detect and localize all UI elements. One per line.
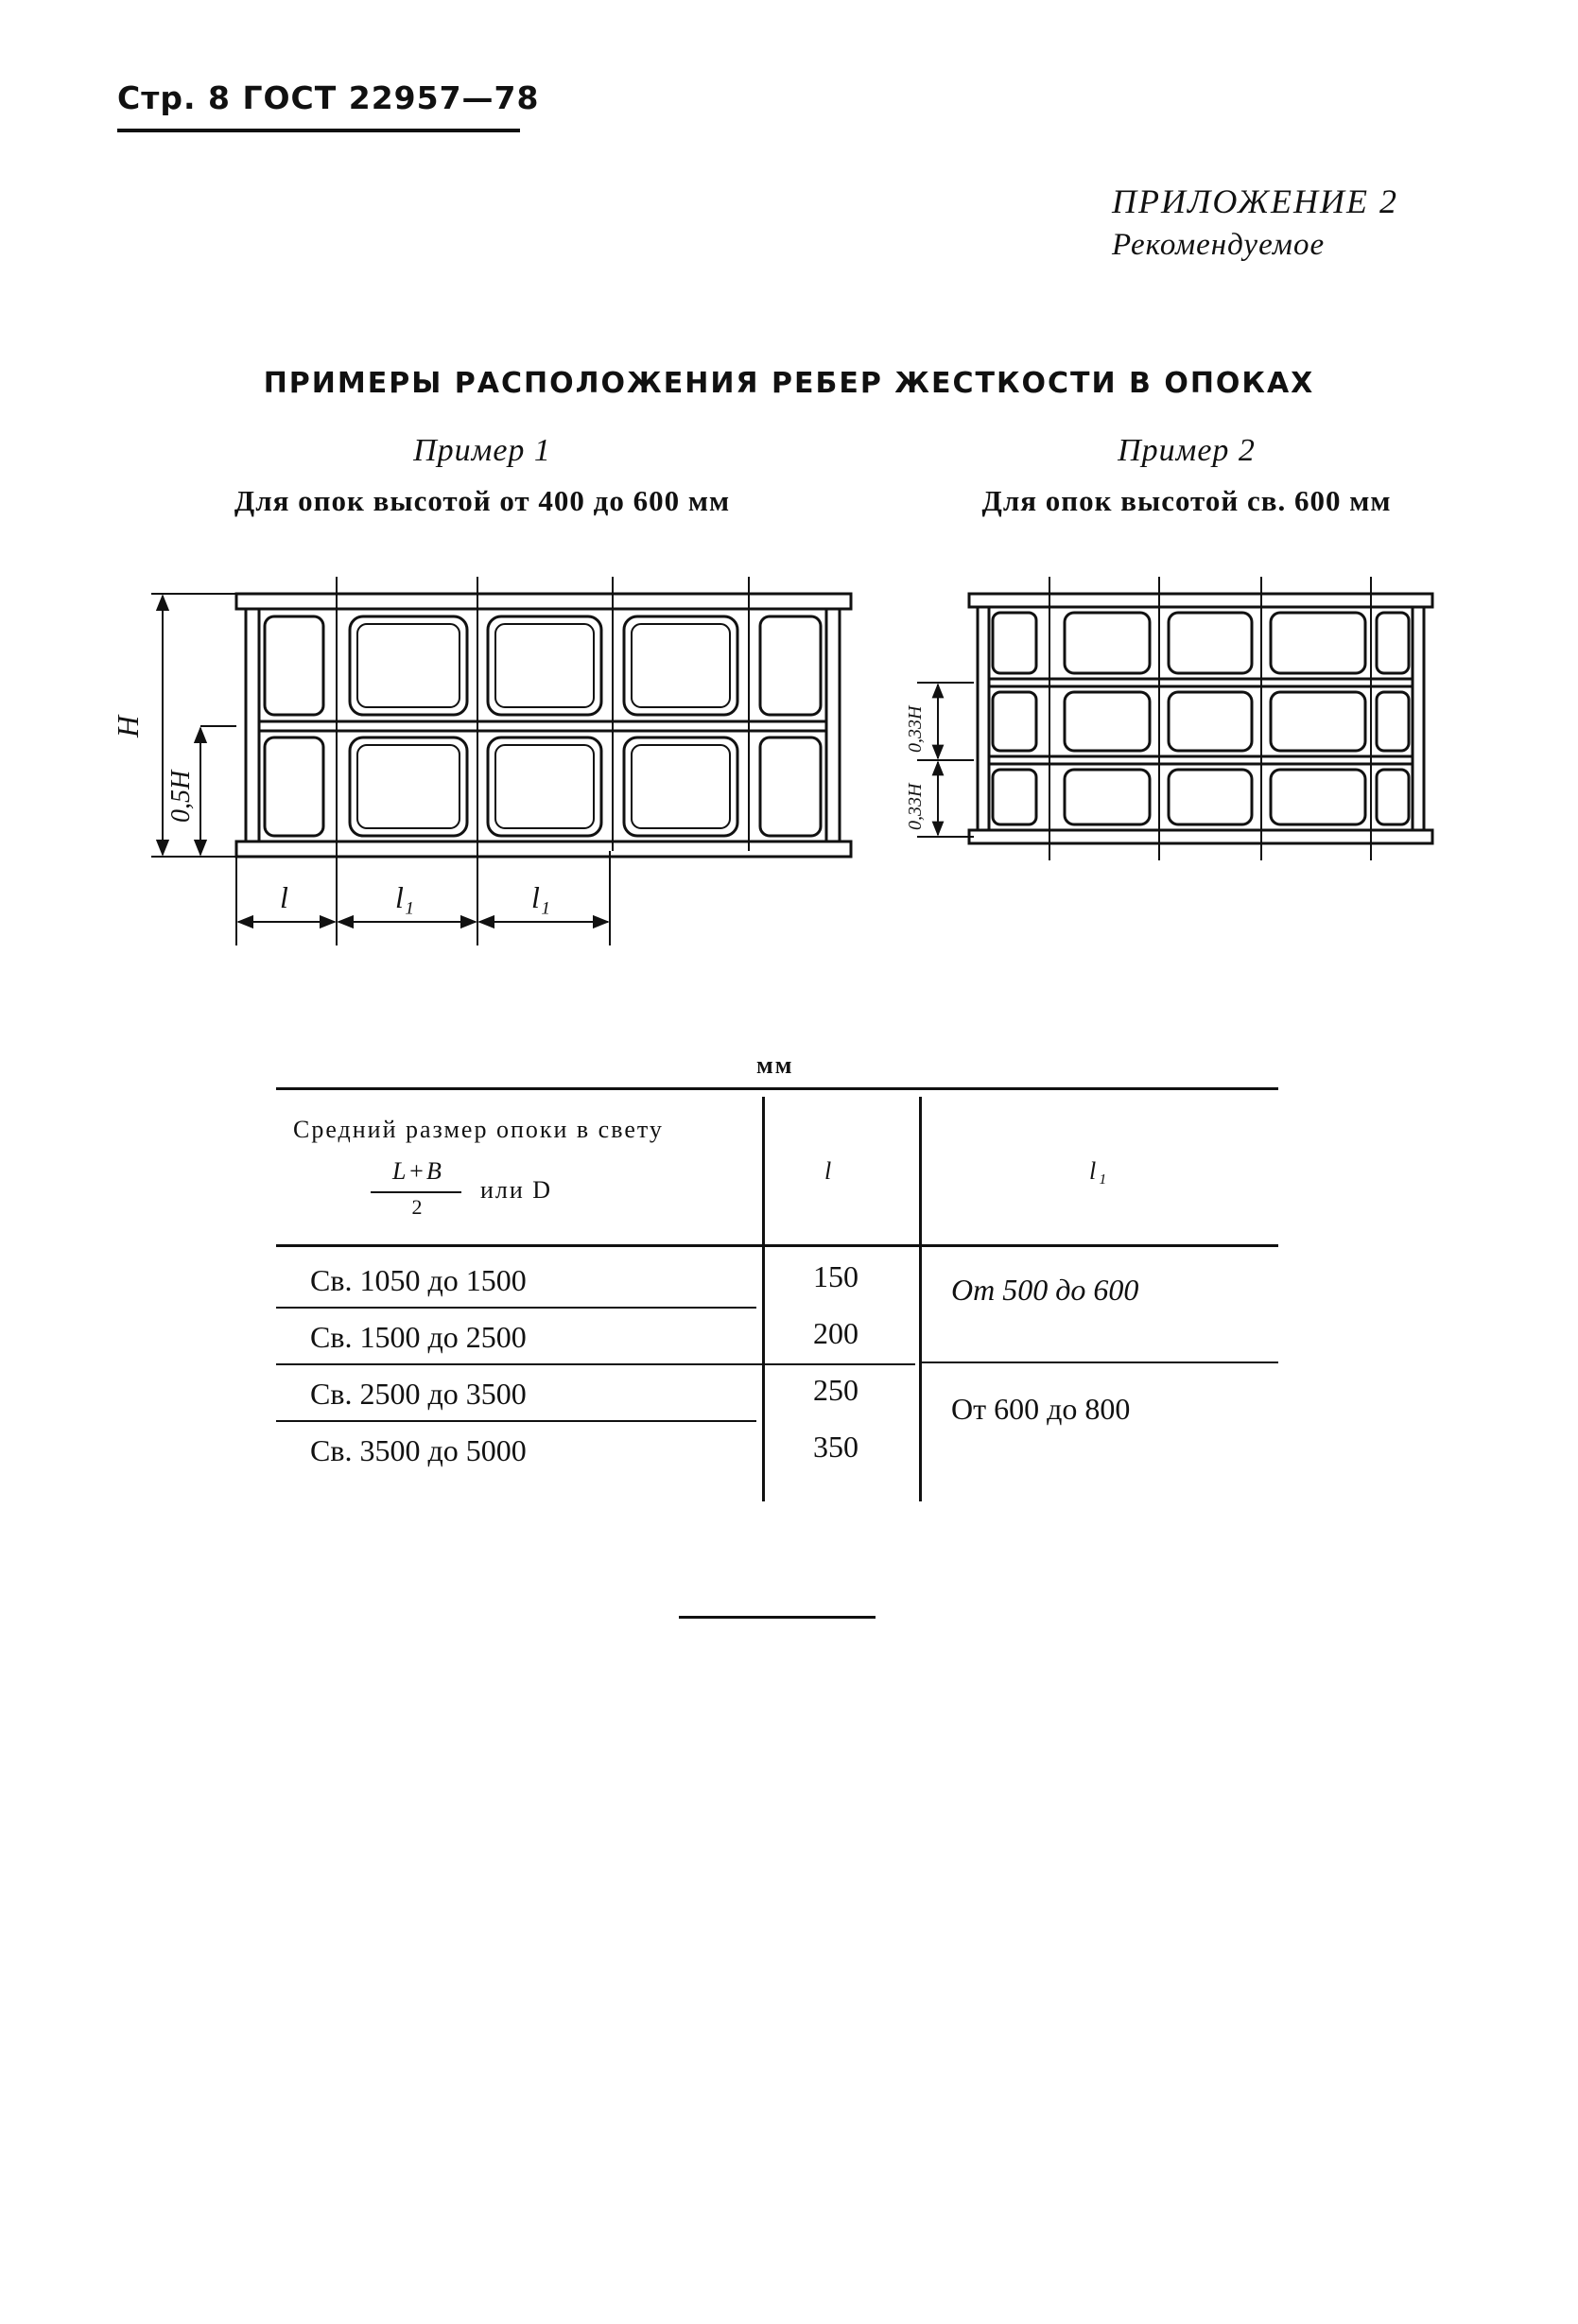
dim-l: l [280, 880, 288, 914]
top-flange [969, 594, 1432, 607]
header-rule [117, 129, 520, 132]
dim-l1-a: l₁ [395, 880, 415, 914]
table-top-rule [276, 1087, 1278, 1090]
example-1-drawing [113, 567, 889, 945]
main-title: ПРИМЕРЫ РАСПОЛОЖЕНИЯ РЕБЕР ЖЕСТКОСТИ В ОПОКАХ [263, 367, 1315, 400]
example-2-description: Для опок высотой св. 600 мм [981, 484, 1392, 517]
table-unit: мм [756, 1051, 794, 1079]
row-2-range: Св. 1500 до 2500 [310, 1320, 527, 1354]
table-header-rule [276, 1244, 1278, 1247]
dim-l1-b: l₁ [531, 880, 551, 914]
example-1-label: Пример 1 [413, 433, 551, 468]
col3-header: l₁ [1089, 1157, 1109, 1185]
left-wall [978, 607, 989, 830]
example-2-drawing [879, 567, 1447, 870]
bottom-flange [236, 841, 851, 857]
dim-H: H [111, 715, 145, 737]
bottom-flange [969, 830, 1432, 843]
example-2-label: Пример 2 [1118, 433, 1256, 468]
l1-group-2: От 600 до 800 [951, 1392, 1131, 1426]
dim-033H-bottom: 0,33H [905, 783, 926, 830]
col1-header-or: или D [480, 1176, 553, 1204]
table-col-rule-1 [762, 1097, 765, 1501]
left-wall [246, 609, 259, 841]
example-1-description: Для опок высотой от 400 до 600 мм [234, 484, 731, 517]
row-3-range: Св. 2500 до 3500 [310, 1377, 527, 1411]
top-flange [236, 594, 851, 609]
row-1-l: 150 [813, 1259, 858, 1293]
l1-group-1: От 500 до 600 [951, 1273, 1139, 1307]
dim-033H-top: 0,33H [905, 705, 926, 753]
dimensions-table [276, 1087, 1278, 1503]
dim-half-H: 0,5H [166, 770, 196, 823]
cells [265, 616, 821, 836]
page-header: Стр. 8 ГОСТ 22957—78 [117, 79, 540, 116]
row-4-range: Св. 3500 до 5000 [310, 1433, 527, 1467]
right-wall [826, 609, 840, 841]
row-3-l: 250 [813, 1373, 858, 1407]
appendix-title: ПРИЛОЖЕНИЕ 2 [1112, 182, 1398, 220]
col1-header-denominator: 2 [411, 1195, 425, 1219]
row-1-range: Св. 1050 до 1500 [310, 1263, 527, 1297]
col2-header: l [824, 1157, 834, 1185]
col1-header: Средний размер опоки в свету [293, 1116, 664, 1143]
end-rule [679, 1616, 876, 1619]
right-wall [1413, 607, 1424, 830]
col1-header-numerator: L+B [392, 1157, 443, 1185]
appendix-status: Рекомендуемое [1112, 228, 1326, 262]
appendix-block [1112, 180, 1398, 267]
table-col-rule-2 [919, 1097, 922, 1501]
cells [993, 613, 1409, 824]
row-4-l: 350 [813, 1430, 858, 1464]
row-2-l: 200 [813, 1316, 858, 1350]
